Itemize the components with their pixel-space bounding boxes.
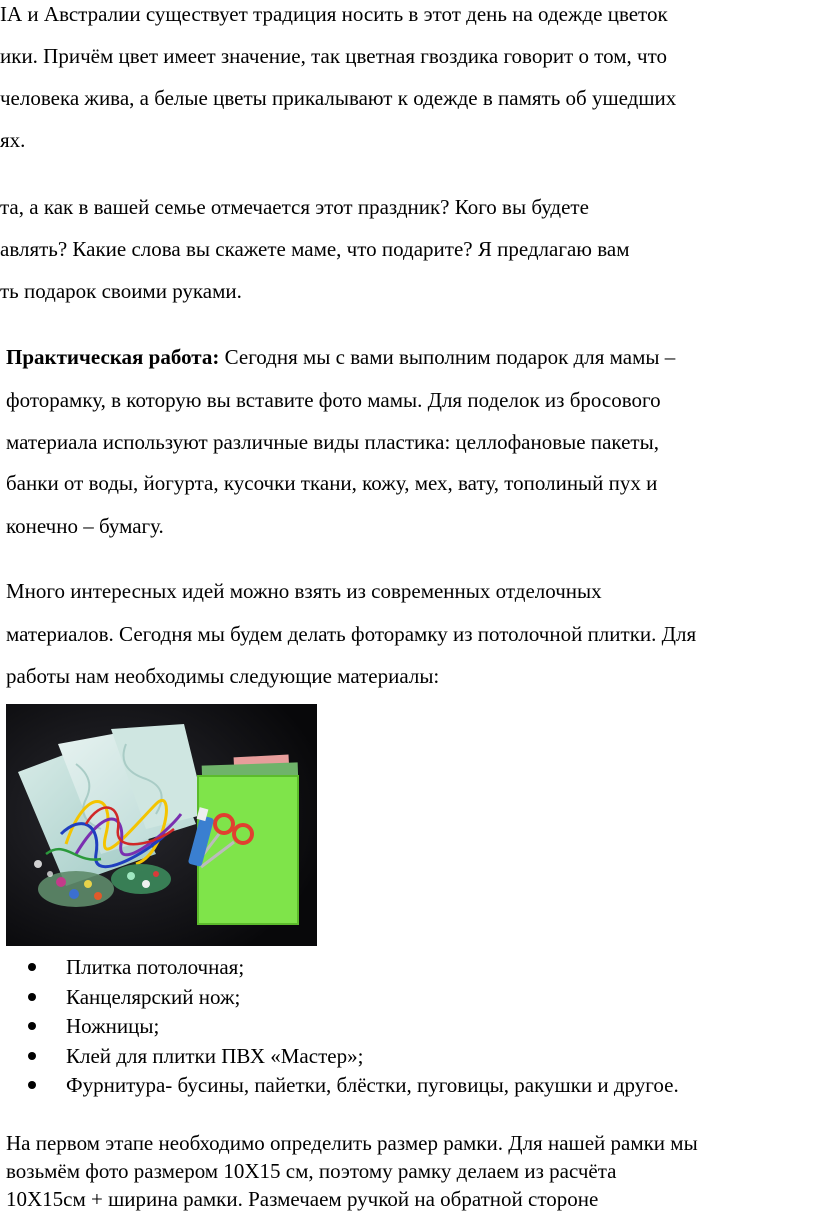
paragraph-1-line-2: ики. Причём цвет имеет значение, так цветная гвоздика говорит о том, что [0,44,667,68]
paragraph-5-line-2: возьмём фото размером 10Х15 см, поэтому рамку делаем из расчёта [6,1159,617,1183]
materials-photo-illustration [6,704,317,946]
document-page: ІА и Австралии существует традиция носить в этот день на одежде цветок ики. Причём цвет имеет значение, так цветная гвоздика говорит о том, что человека жива, а белые цветы прикалывают к одежде в память об ушедших ях. та, а как в вашей семье отмечается этот праздник? Кого вы будете авлять? Какие слова вы скажете маме, что подарите? Я предлагаю вам ть подарок своими руками. Практическая работа: Сегодня мы с вами выполним подарок для мамы – фоторамку, в которую вы вставите фото мамы. Для поделок из бросового материала используют различные виды пластика: целлофановые пакеты, банки от воды, йогурта, кусочки ткани, кожу, мех, вату, тополиный пух и конечно – бумагу. Много интересных идей можно взять из современных отделочных материалов. Сегодня мы будем делать фоторамку из потолочной плитки. Для работы нам необходимы следующие материалы: Плитка потолочная; Канцелярский нож; Ножницы; Клей для плитки ПВХ «Мастер»; Фурнитура- бусины, пайетки, блёстки, пуговицы, ракушки и другое. На первом этапе необходимо определить размер рамки. Для нашей рамки мы возьмём фото размером 10Х15 см, поэтому рамку делаем из расчёта 10Х15см + ширина рамки. Размечаем ручкой на обратной стороне [0,2,698,1211]
practical-line-5: конечно – бумагу. [6,514,164,538]
bullet-icon [28,1052,36,1060]
paragraph-5-line-3: 10Х15см + ширина рамки. Размечаем ручкой на обратной стороне [6,1187,599,1211]
green-paper-sheet [198,776,298,924]
practical-line-3: материала используют различные виды пластика: целлофановые пакеты, [6,430,659,454]
practical-line-4: банки от воды, йогурта, кусочки ткани, кожу, мех, вату, тополиный пух и [6,471,658,495]
practical-line-2: фоторамку, в которую вы вставите фото мамы. Для поделок из бросового [6,388,661,412]
paragraph-4-line-3: работы нам необходимы следующие материалы: [6,664,440,688]
paragraph-4-line-2: материалов. Сегодня мы будем делать фоторамку из потолочной плитки. Для [6,622,697,646]
bullet-icon [28,1022,36,1030]
practical-line-1 [6,345,675,369]
bullet-icon [28,993,36,1001]
paragraph-2-line-2: авлять? Какие слова вы скажете маме, что подарите? Я предлагаю вам [0,237,630,261]
paragraph-1-line-1: ІА и Австралии существует традиция носить в этот день на одежде цветок [0,2,668,26]
paragraph-1-line-4: ях. [0,128,26,152]
materials-photo [6,704,317,946]
practical-heading: Практическая работа: [6,345,220,369]
paragraph-4-line-1: Много интересных идей можно взять из современных отделочных [6,579,602,603]
paragraph-2-line-1: та, а как в вашей семье отмечается этот праздник? Кого вы будете [0,195,589,219]
practical-intro: Сегодня мы с вами выполним подарок для мамы – [219,345,676,369]
paragraph-5-line-1: На первом этапе необходимо определить размер рамки. Для нашей рамки мы [6,1131,698,1155]
bullet-icon [28,1081,36,1089]
paragraph-2-line-3: ть подарок своими руками. [0,279,242,303]
bullet-icon [28,963,36,971]
paragraph-1-line-3: человека жива, а белые цветы прикалывают к одежде в память об ушедших [0,86,677,110]
